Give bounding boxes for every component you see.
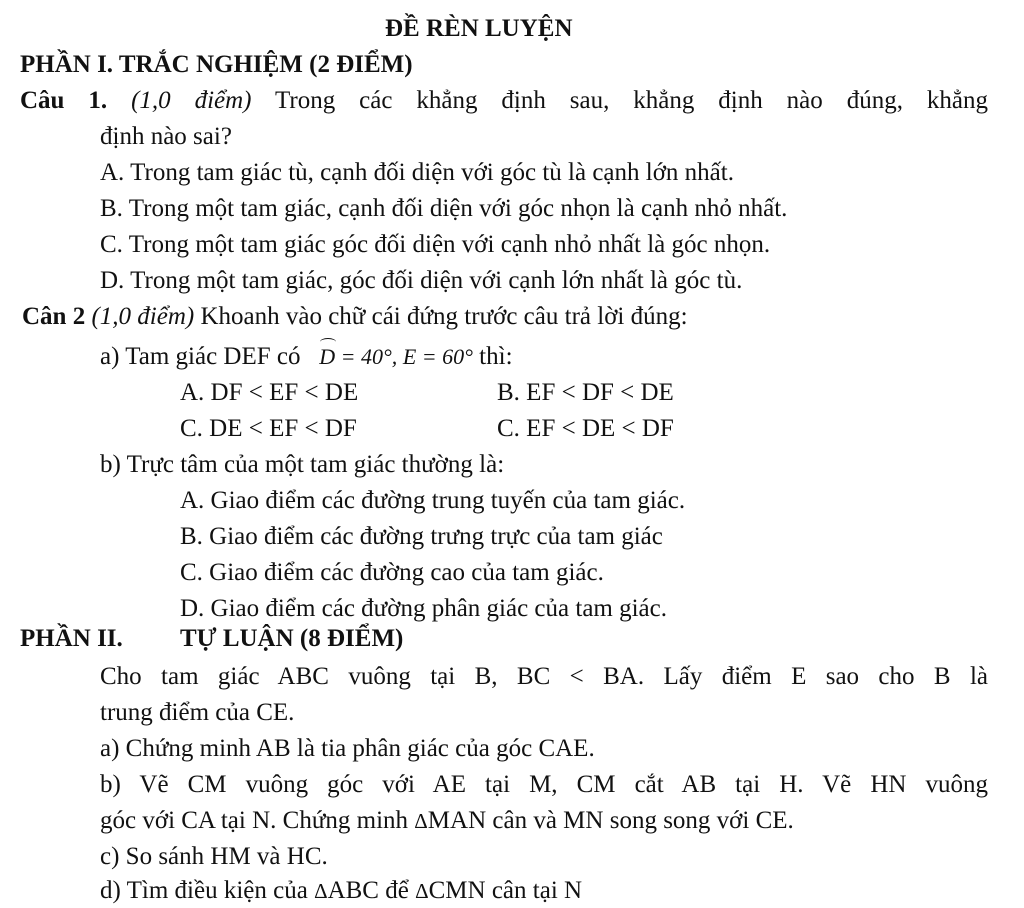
q2-label: Cân 2 [22, 303, 86, 330]
b-line2-post: cân và MN song song với CE. [486, 807, 794, 834]
d-post: cân tại N [485, 877, 583, 904]
q1-label: Câu 1. [20, 87, 108, 114]
q1-option-a: A. Trong tam giác tù, cạnh đối diện với góc tù là cạnh lớn nhất. [100, 159, 734, 186]
q2a-option-d: C. EF < DE < DF [497, 415, 674, 442]
q2a-suffix: thì: [479, 343, 513, 370]
part2-intro-line2: trung điểm của CE. [100, 699, 295, 726]
q1-points: (1,0 điểm) [131, 87, 252, 114]
part2-intro-line1: Cho tam giác ABC vuông tại B, BC < BA. Lấy điểm E sao cho B là [100, 663, 988, 690]
part1-heading: PHẦN I. TRẮC NGHIỆM (2 ĐIỂM) [20, 51, 413, 78]
q1-text-line2: định nào sai? [100, 123, 232, 150]
q2a-option-b: B. EF < DF < DE [497, 379, 674, 406]
document-title: ĐỀ RÈN LUYỆN [385, 15, 573, 42]
q1-text-line1: Trong các khẳng định sau, khẳng định nào đúng, khẳng [275, 87, 988, 114]
q2a-prompt [100, 344, 513, 369]
b-line2-pre: góc với CA tại N. Chứng minh [100, 807, 415, 834]
q2a-prefix: a) Tam giác DEF có [100, 343, 301, 370]
triangle-symbol: Δ [314, 879, 328, 903]
angle-e: E [402, 344, 417, 369]
triangle-symbol: Δ [414, 809, 428, 833]
q2-line [22, 304, 688, 329]
part2-question-c: c) So sánh HM và HC. [100, 843, 328, 870]
part2-heading-right: TỰ LUẬN (8 ĐIỂM) [180, 625, 404, 652]
part2-question-a: a) Chứng minh AB là tia phân giác của góc CAE. [100, 735, 595, 762]
part2-heading-left: PHẦN II. [20, 625, 123, 652]
q2a-option-a: A. DF < EF < DE [180, 379, 359, 406]
angle-d-value: = 40°, [335, 344, 403, 369]
q2b-prompt: b) Trực tâm của một tam giác thường là: [100, 451, 505, 478]
triangle-symbol: Δ [415, 879, 429, 903]
q1-option-b: B. Trong một tam giác, cạnh đối diện với góc nhọn là cạnh nhỏ nhất. [100, 195, 788, 222]
q2a-angles [319, 344, 473, 369]
q1-line1 [20, 88, 988, 113]
d-tri1: ABC [327, 877, 379, 904]
q2b-option-a: A. Giao điểm các đường trung tuyến của tam giác. [180, 487, 686, 514]
d-pre: d) Tìm điều kiện của [100, 877, 315, 904]
part2-question-b-line2 [100, 808, 794, 833]
d-mid: để [378, 877, 416, 904]
q2-text: Khoanh vào chữ cái đứng trước câu trả lời đúng: [200, 303, 688, 330]
part2-question-d [100, 878, 582, 903]
part2-question-b-line1: b) Vẽ CM vuông góc với AE tại M, CM cắt AB tại H. Vẽ HN vuông [100, 771, 988, 798]
d-tri2: CMN [428, 877, 486, 904]
q1-option-c: C. Trong một tam giác góc đối diện với cạnh nhỏ nhất là góc nhọn. [100, 231, 771, 258]
q2a-option-c: C. DE < EF < DF [180, 415, 357, 442]
q2-points: (1,0 điểm) [91, 303, 195, 330]
q2b-option-b: B. Giao điểm các đường trưng trực của tam giác [180, 523, 663, 550]
b-line2-tri: MAN [427, 807, 487, 834]
angle-e-value: = 60° [416, 344, 473, 369]
angle-d-hat: D [319, 344, 336, 369]
q2b-option-c: C. Giao điểm các đường cao của tam giác. [180, 559, 604, 586]
q2b-option-d: D. Giao điểm các đường phân giác của tam giác. [180, 595, 667, 622]
q1-option-d: D. Trong một tam giác, góc đối diện với cạnh lớn nhất là góc tù. [100, 267, 743, 294]
